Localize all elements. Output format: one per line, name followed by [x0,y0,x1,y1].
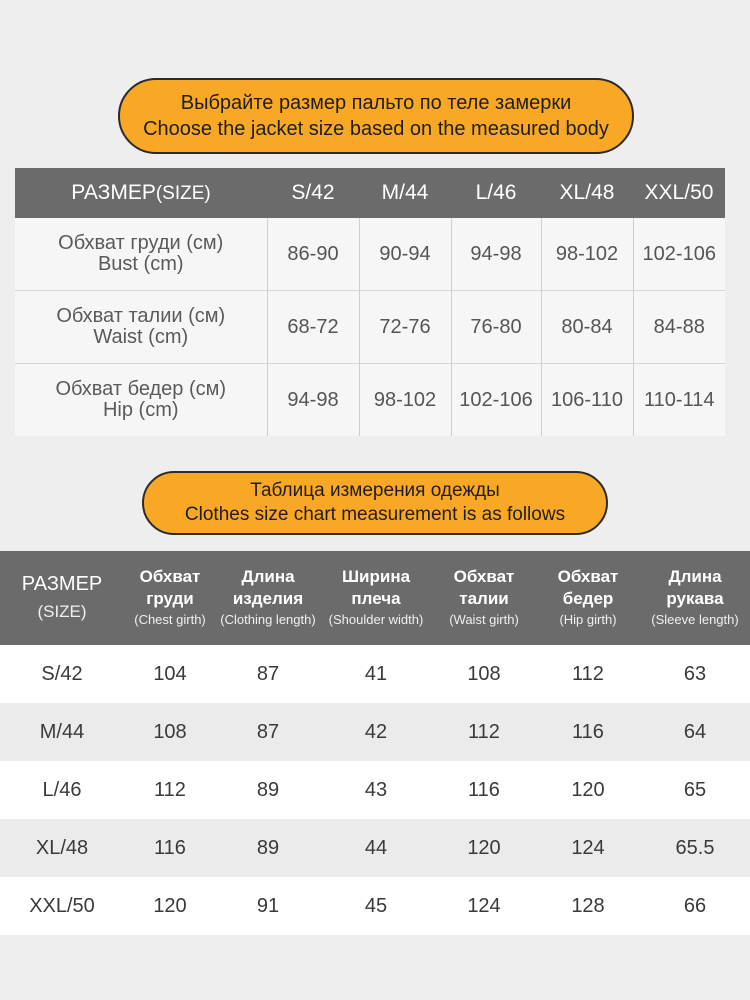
table-cell: 102-106 [451,364,541,437]
row-label-en: Bust (cm) [97,253,184,275]
table-cell: 64 [640,703,750,761]
body-table-row-bust [15,218,725,291]
jacket-size-banner [118,78,634,154]
header-ru: Длина изделия [232,567,304,608]
size-cell: L/46 [0,761,124,819]
header-en: (Shoulder width) [328,612,424,627]
table-cell: 108 [432,645,536,703]
table-cell: 120 [432,819,536,877]
row-label-ru: Обхват груди (см) [58,232,224,254]
body-measurement-table [15,168,725,436]
size-header [0,551,124,645]
table-cell: 41 [320,645,432,703]
table-cell: 76-80 [451,291,541,364]
table-cell: 72-76 [359,291,451,364]
header-ru: РАЗМЕР [21,573,103,595]
size-col-header: XL/48 [541,168,633,218]
table-cell: 43 [320,761,432,819]
table-row [0,877,750,935]
table-cell: 90-94 [359,218,451,291]
header-en: (Hip girth) [559,612,617,627]
banner-title-en: Choose the jacket size based on the measured body [143,118,609,140]
table-cell: 128 [536,877,640,935]
table-cell: 106-110 [541,364,633,437]
header-ru: Обхват талии [453,567,515,608]
size-col-header: L/46 [451,168,541,218]
table-cell: 63 [640,645,750,703]
table-cell: 91 [216,877,320,935]
shoulder-width-header [320,551,432,645]
table-row [0,819,750,877]
table-cell: 120 [124,877,216,935]
row-label [15,218,267,291]
row-label-en: Waist (cm) [93,326,189,348]
row-label-en: Hip (cm) [102,399,179,421]
size-cell: S/42 [0,645,124,703]
table-cell: 89 [216,819,320,877]
table-cell: 84-88 [633,291,725,364]
header-en: (Chest girth) [134,612,206,627]
table-cell: 112 [432,703,536,761]
table-row [0,645,750,703]
table-cell: 102-106 [633,218,725,291]
table-cell: 45 [320,877,432,935]
chest-girth-header [124,551,216,645]
size-cell: M/44 [0,703,124,761]
row-label-ru: Обхват талии (см) [56,305,226,327]
table-cell: 116 [124,819,216,877]
table-cell: 116 [536,703,640,761]
table-cell: 94-98 [267,364,359,437]
body-table-row-hip [15,364,725,437]
size-cell: XL/48 [0,819,124,877]
banner-title-ru: Выбрайте размер пальто по теле замерки [180,92,572,114]
table-cell: 116 [432,761,536,819]
table-row [0,703,750,761]
body-table-row-waist [15,291,725,364]
sleeve-length-header [640,551,750,645]
table-cell: 68-72 [267,291,359,364]
table-row [0,761,750,819]
table-cell: 98-102 [359,364,451,437]
header-ru: Ширина плеча [341,567,411,608]
header-en: (Sleeve length) [651,612,739,627]
clothing-length-header [216,551,320,645]
table-cell: 94-98 [451,218,541,291]
table-cell: 108 [124,703,216,761]
table-cell: 120 [536,761,640,819]
header-en: (Clothing length) [220,612,316,627]
waist-girth-header [432,551,536,645]
row-label-ru: Обхват бедер (см) [55,378,227,400]
clothes-chart-banner [142,471,608,535]
table-cell: 42 [320,703,432,761]
header-ru: Обхват груди [139,567,201,608]
banner-title-en: Clothes size chart measurement is as follows [184,504,566,525]
table-cell: 65 [640,761,750,819]
table-cell: 86-90 [267,218,359,291]
header-en: (Waist girth) [449,612,519,627]
banner-title-ru: Таблица измерения одежды [250,480,500,501]
size-col-header: M/44 [359,168,451,218]
size-header-en: (SIZE) [155,183,211,204]
table-cell: 124 [432,877,536,935]
table-cell: 65.5 [640,819,750,877]
size-col-header: XXL/50 [633,168,725,218]
table-cell: 87 [216,703,320,761]
table-cell: 89 [216,761,320,819]
size-header-ru: РАЗМЕР [71,181,156,204]
table-cell: 110-114 [633,364,725,437]
table-cell: 112 [536,645,640,703]
garment-measurement-table [0,551,750,935]
body-table-header-row [15,168,725,218]
table-cell: 80-84 [541,291,633,364]
size-cell: XXL/50 [0,877,124,935]
table-cell: 44 [320,819,432,877]
hip-girth-header [536,551,640,645]
table-cell: 104 [124,645,216,703]
size-col-header: S/42 [267,168,359,218]
row-label [15,364,267,437]
table-cell: 124 [536,819,640,877]
header-ru: Обхват бедер [557,567,619,608]
garment-table-header-row [0,551,750,645]
table-cell: 87 [216,645,320,703]
table-cell: 66 [640,877,750,935]
size-header [15,168,267,218]
header-ru: Длина рукава [666,567,724,608]
header-en: (SIZE) [37,602,87,621]
row-label [15,291,267,364]
table-cell: 98-102 [541,218,633,291]
table-cell: 112 [124,761,216,819]
